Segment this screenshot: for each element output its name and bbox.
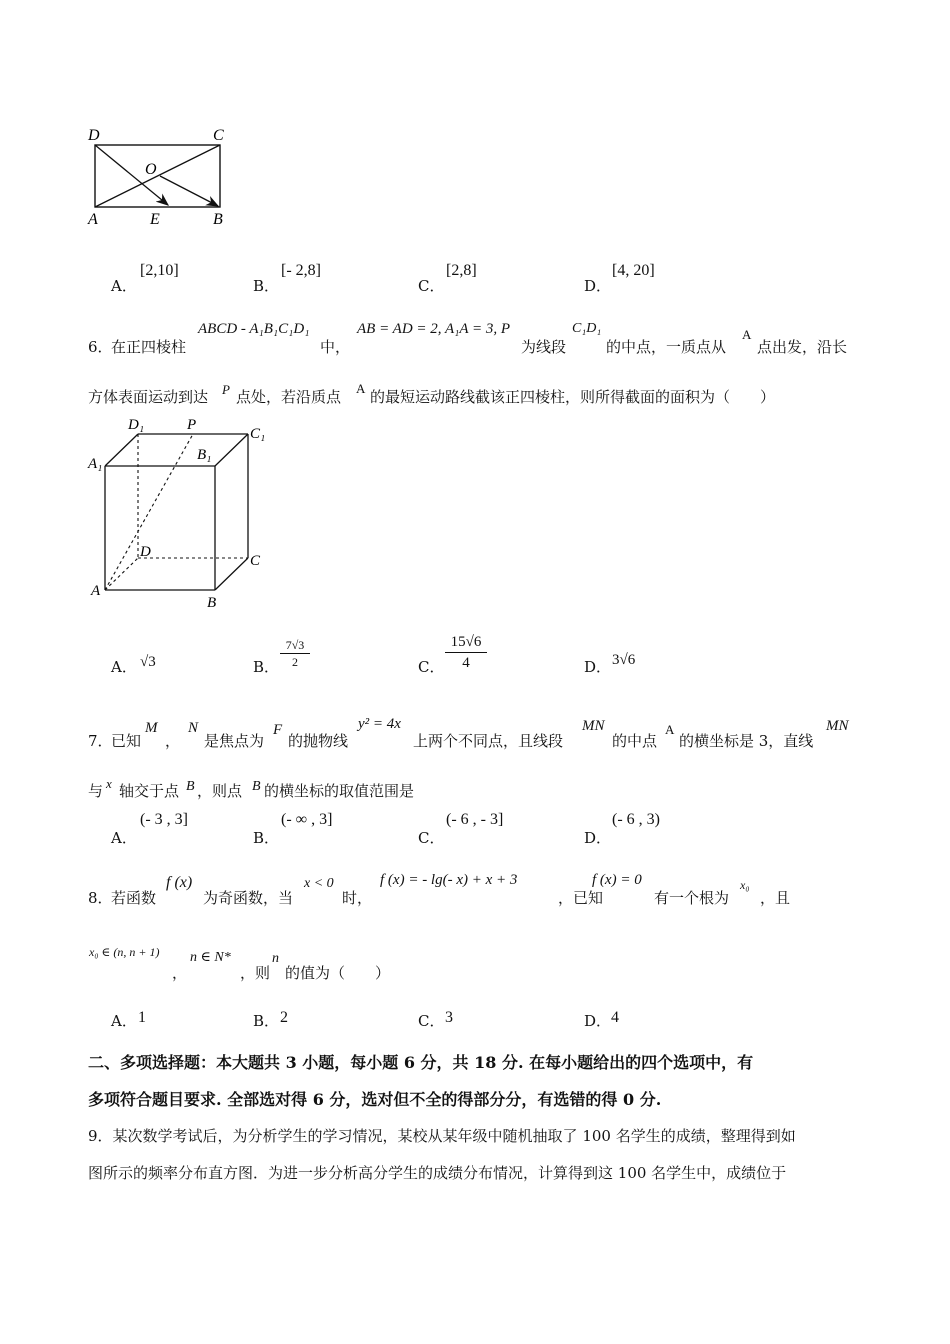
label-p: P <box>187 417 197 433</box>
q6-point-a: A <box>742 327 752 342</box>
q7-option-c-value: (- 6 , - 3] <box>446 811 504 828</box>
q7-line2-c: ，则点 <box>197 782 243 800</box>
q8-number: 8． <box>88 889 113 907</box>
label-o: O <box>145 161 157 178</box>
q8-equation: f (x) = 0 <box>592 872 642 888</box>
label-a: A <box>91 583 101 599</box>
q7-line2-d: 的横坐标的取值范围是 <box>264 782 415 800</box>
q8-option-c-letter[interactable]: C． <box>418 1012 445 1030</box>
q7-option-b-letter[interactable]: B． <box>253 829 280 847</box>
q6-text-3: 为线段 <box>521 338 567 356</box>
q7-text-2: 是焦点为 <box>204 732 265 750</box>
q5-option-d-letter[interactable]: D． <box>584 277 612 295</box>
q6-option-d-letter[interactable]: D． <box>584 658 612 676</box>
q8-fx: f (x) <box>166 874 193 891</box>
q7-number: 7． <box>88 732 113 750</box>
q6-option-b-letter[interactable]: B． <box>253 658 280 676</box>
q7-text-4: 上两个不同点，且线段 <box>413 732 564 750</box>
q7-f: F <box>273 722 283 738</box>
q7-n: N <box>188 720 199 736</box>
label-d: D <box>140 544 151 560</box>
q9-line-1: 9．某次数学考试后，为分析学生的学习情况，某校从某年级中随机抽取了 100 名学生的成绩，整理得到如 <box>88 1127 796 1145</box>
q7-text-1: 已知 <box>111 732 142 750</box>
label-b1: B₁ <box>197 447 212 463</box>
path-a-to-p <box>105 434 193 590</box>
vector-ob <box>160 176 218 206</box>
q6-option-a-letter[interactable]: A． <box>111 658 137 676</box>
q7-option-d-letter[interactable]: D． <box>584 829 612 847</box>
section-2-line-2: 多项符合题目要求. 全部选对得 6 分，选对但不全的得部分分，有选错的得 0 分. <box>88 1090 662 1109</box>
q7-x: x <box>106 776 112 791</box>
label-b: B <box>213 211 223 228</box>
q9-line-2: 图所示的频率分布直方图．为进一步分析高分学生的成绩分布情况，计算得到这 100 名学生中，成绩位于 <box>88 1164 787 1182</box>
q8-n: n <box>272 951 279 966</box>
q8-option-c-value: 3 <box>445 1009 453 1026</box>
q6-line2-a-point: A <box>356 381 366 396</box>
q6-option-b-fraction: 7√3 2 <box>280 637 310 670</box>
q7-line2-b: 轴交于点 <box>119 782 180 800</box>
q7-option-d-value: (- 6 , 3) <box>612 811 660 828</box>
q6-line2-c: 的最短运动路线截该正四棱柱，则所得截面的面积为（ ） <box>370 388 776 406</box>
q6-line2-b: 点处，若沿质点 <box>236 388 342 406</box>
label-c: C <box>250 553 261 569</box>
q8-text-5: 有一个根为 <box>654 889 730 907</box>
label-a: A <box>88 211 98 228</box>
q6-text-5: 点出发，沿长 <box>757 338 848 356</box>
q7-comma: ， <box>165 732 181 750</box>
q6-condition: AB = AD = 2, A₁A = 3, P <box>357 321 511 337</box>
q5-option-a-letter[interactable]: A． <box>111 277 137 295</box>
label-c1: C₁ <box>250 426 266 442</box>
q8-option-b-letter[interactable]: B． <box>253 1012 280 1030</box>
q8-x0: x₀ <box>740 878 750 892</box>
q8-option-d-letter[interactable]: D． <box>584 1012 612 1030</box>
q5-option-a-value: [2,10] <box>140 262 179 279</box>
q7-text-5: 的中点 <box>612 732 658 750</box>
q7-text-6: 的横坐标是 3，直线 <box>679 732 814 750</box>
prism-figure <box>80 410 280 615</box>
q8-line2-e: 的值为（ ） <box>285 964 391 982</box>
q8-text-2: 为奇函数，当 <box>203 889 294 907</box>
q8-text-3: 时， <box>342 889 373 907</box>
q6-number: 6． <box>88 338 113 356</box>
q6-option-d-value: 3√6 <box>612 652 636 668</box>
q7-mn-2: MN <box>826 718 849 734</box>
q6-option-c-fraction: 15√6 4 <box>445 632 487 673</box>
q8-option-b-value: 2 <box>280 1009 288 1026</box>
q5-option-c-letter[interactable]: C． <box>418 277 445 295</box>
q5-option-d-value: [4, 20] <box>612 262 655 279</box>
q7-text-3: 的抛物线 <box>288 732 349 750</box>
q8-n-natural: n ∈ N* <box>190 950 231 965</box>
q8-text-6: ，且 <box>760 889 791 907</box>
q8-condition: x < 0 <box>304 876 334 891</box>
q7-option-c-letter[interactable]: C． <box>418 829 445 847</box>
q6-option-c-letter[interactable]: C． <box>418 658 445 676</box>
q7-mn: MN <box>582 718 605 734</box>
q7-b-2: B <box>252 779 261 794</box>
q8-line2-d: ，则 <box>240 964 271 982</box>
q8-option-a-value: 1 <box>138 1009 146 1026</box>
q8-text-4: ，已知 <box>558 889 604 907</box>
q7-line2-a: 与 <box>88 782 104 800</box>
q7-option-a-value: (- 3 , 3] <box>140 811 188 828</box>
q7-option-b-value: (- ∞ , 3] <box>281 811 333 828</box>
q7-a: A <box>665 722 675 737</box>
label-c: C <box>213 127 224 144</box>
q7-m: M <box>145 720 158 736</box>
q8-function: f (x) = - lg(- x) + x + 3 <box>380 872 518 888</box>
q6-segment: C₁D₁ <box>572 321 602 336</box>
q6-line2-a: 方体表面运动到达 <box>88 388 209 406</box>
q8-option-a-letter[interactable]: A． <box>111 1012 137 1030</box>
label-e: E <box>150 211 160 228</box>
q5-option-b-letter[interactable]: B． <box>253 277 280 295</box>
q6-line2-p: P <box>222 382 230 397</box>
label-d1: D₁ <box>128 417 145 433</box>
q6-text-2: 中， <box>320 338 351 356</box>
q7-equation: y² = 4x <box>358 716 401 732</box>
q8-root-interval: x₀ ∈ (n, n + 1) <box>89 945 160 959</box>
q6-option-a-value: √3 <box>140 654 156 670</box>
q5-option-c-value: [2,8] <box>446 262 477 279</box>
q5-option-b-value: [- 2,8] <box>281 262 321 279</box>
q8-option-d-value: 4 <box>611 1009 619 1026</box>
q8-line2-b: ， <box>172 964 188 982</box>
vector-ae <box>95 145 168 205</box>
q7-b: B <box>186 779 195 794</box>
label-a1: A₁ <box>88 456 103 472</box>
label-b: B <box>207 595 217 611</box>
section-2-line-1: 二、多项选择题：本大题共 3 小题，每小题 6 分，共 18 分. 在每小题给出的四个选项中，有 <box>88 1053 754 1072</box>
q6-prism: ABCD - A₁B₁C₁D₁ <box>198 321 310 337</box>
label-d: D <box>88 127 100 144</box>
rectangle-figure <box>80 120 250 235</box>
q7-option-a-letter[interactable]: A． <box>111 829 137 847</box>
q8-text-1: 若函数 <box>111 889 157 907</box>
q6-text-4: 的中点，一质点从 <box>606 338 727 356</box>
q6-text-1: 在正四棱柱 <box>111 338 187 356</box>
